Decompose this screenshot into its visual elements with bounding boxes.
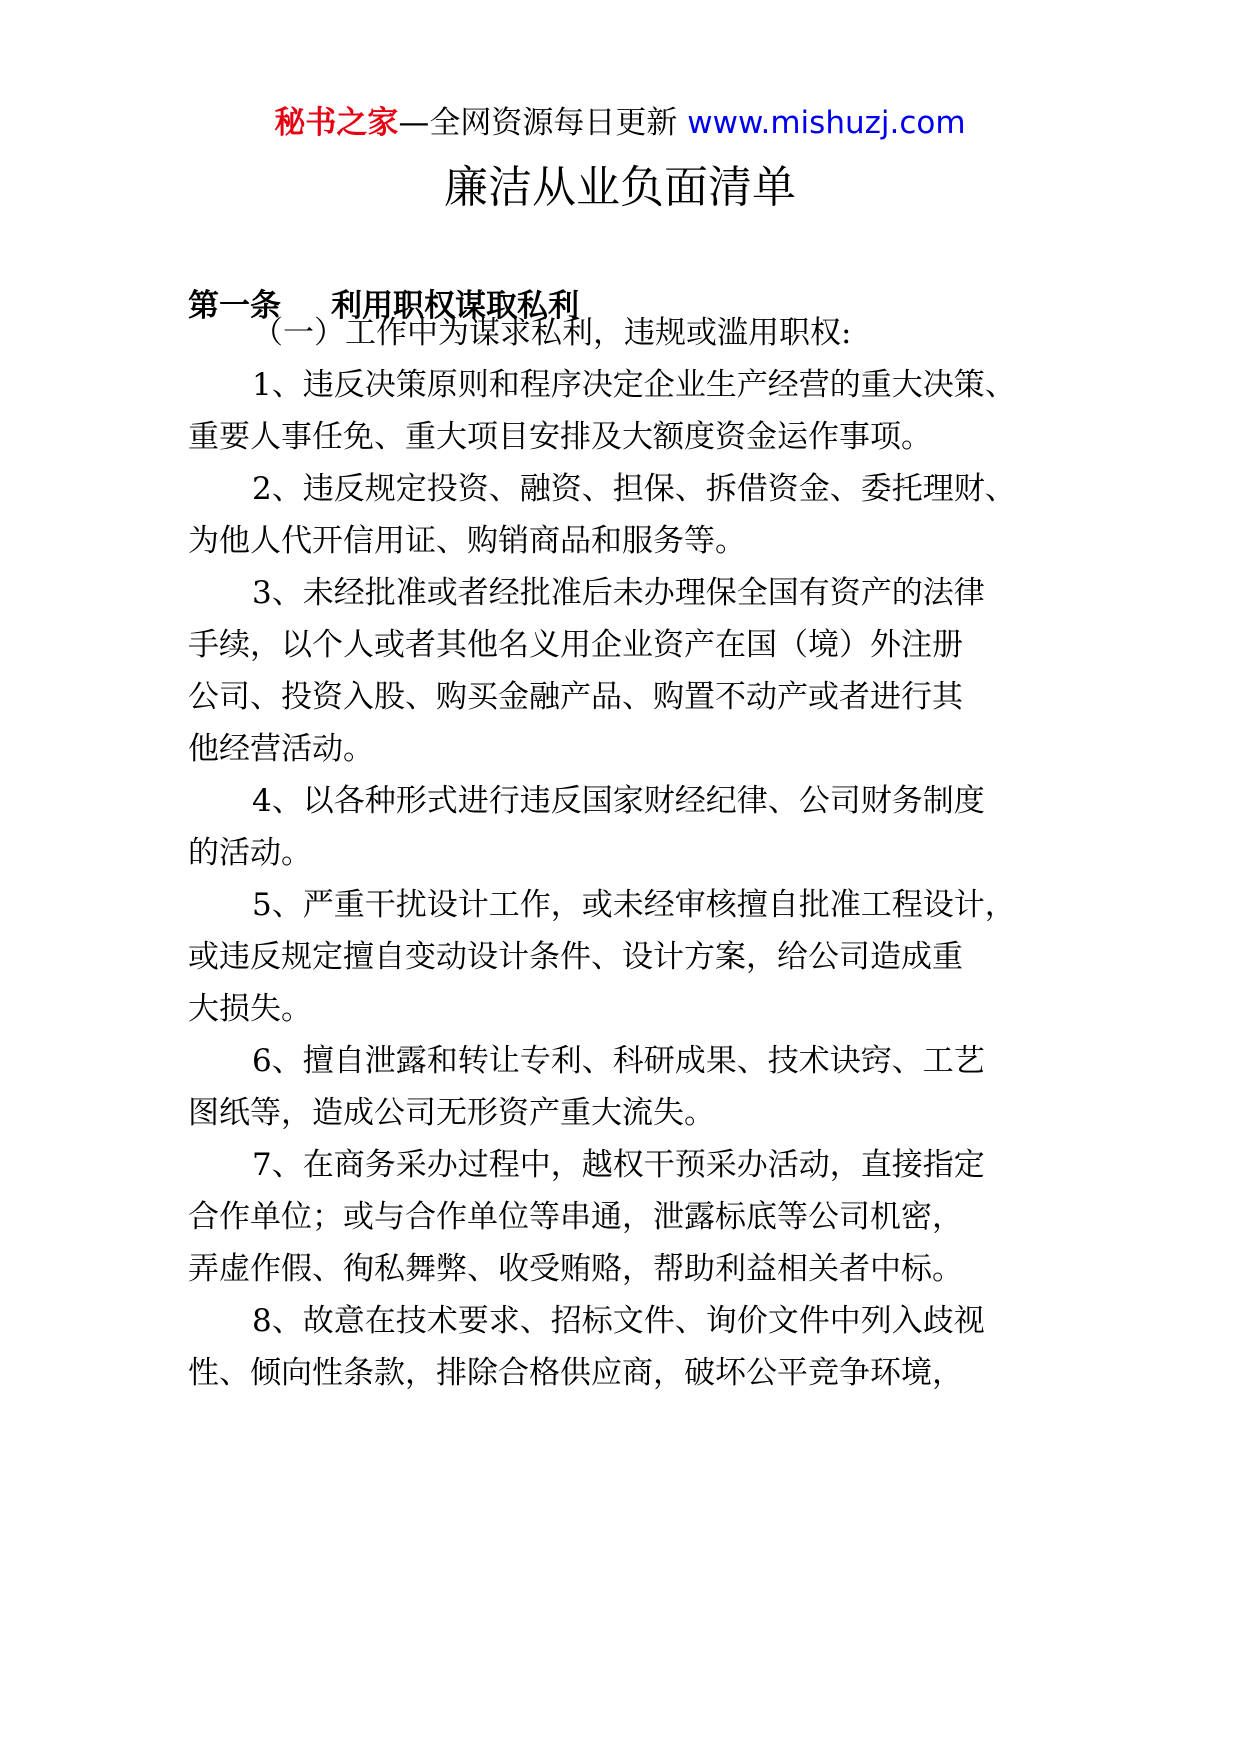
article-title: 利用职权谋取私利 bbox=[331, 288, 579, 324]
body-line: 4、以各种形式进行违反国家财经纪律、公司财务制度 bbox=[252, 783, 985, 819]
body-line: 5、严重干扰设计工作，或未经审核擅自批准工程设计， bbox=[252, 887, 1016, 923]
brand-name: 秘书之家 bbox=[274, 105, 399, 141]
body-line: 为他人代开信用证、购销商品和服务等。 bbox=[188, 523, 746, 559]
body-line: 2、违反规定投资、融资、担保、拆借资金、委托理财、 bbox=[252, 471, 1016, 507]
body-line: 合作单位；或与合作单位等串通，泄露标底等公司机密， bbox=[188, 1199, 963, 1235]
body-line: 弄虚作假、徇私舞弊、收受贿赂，帮助利益相关者中标。 bbox=[188, 1251, 963, 1287]
body-line: 重要人事任免、重大项目安排及大额度资金运作事项。 bbox=[188, 419, 932, 455]
body-line: 7、在商务采办过程中，越权干预采办活动，直接指定 bbox=[252, 1147, 985, 1183]
site-url-link[interactable]: www.mishuzj.com bbox=[687, 105, 966, 141]
body-line: 公司、投资入股、购买金融产品、购置不动产或者进行其 bbox=[188, 679, 963, 715]
body-line: 8、故意在技术要求、招标文件、询价文件中列入歧视 bbox=[252, 1303, 985, 1339]
body-line: 1、违反决策原则和程序决定企业生产经营的重大决策、 bbox=[252, 367, 1016, 403]
document-title: 廉洁从业负面清单 bbox=[444, 162, 796, 213]
header-tagline: —全网资源每日更新 bbox=[398, 105, 678, 141]
body-line: 性、倾向性条款，排除合格供应商，破坏公平竞争环境， bbox=[188, 1355, 963, 1391]
body-line: 手续，以个人或者其他名义用企业资产在国（境）外注册 bbox=[188, 627, 963, 663]
site-header bbox=[0, 100, 1240, 146]
body-line: 6、擅自泄露和转让专利、科研成果、技术诀窍、工艺 bbox=[252, 1043, 985, 1079]
article-number: 第一条 bbox=[188, 288, 281, 324]
body-line: 图纸等，造成公司无形资产重大流失。 bbox=[188, 1095, 715, 1131]
section-subheading: （一）工作中为谋求私利，违规或滥用职权: bbox=[252, 315, 852, 351]
body-line: 他经营活动。 bbox=[188, 731, 374, 767]
body-line: 的活动。 bbox=[188, 835, 312, 871]
body-line: 3、未经批准或者经批准后未办理保全国有资产的法律 bbox=[252, 575, 985, 611]
body-line: 或违反规定擅自变动设计条件、设计方案，给公司造成重 bbox=[188, 939, 963, 975]
body-line: 大损失。 bbox=[188, 991, 312, 1027]
